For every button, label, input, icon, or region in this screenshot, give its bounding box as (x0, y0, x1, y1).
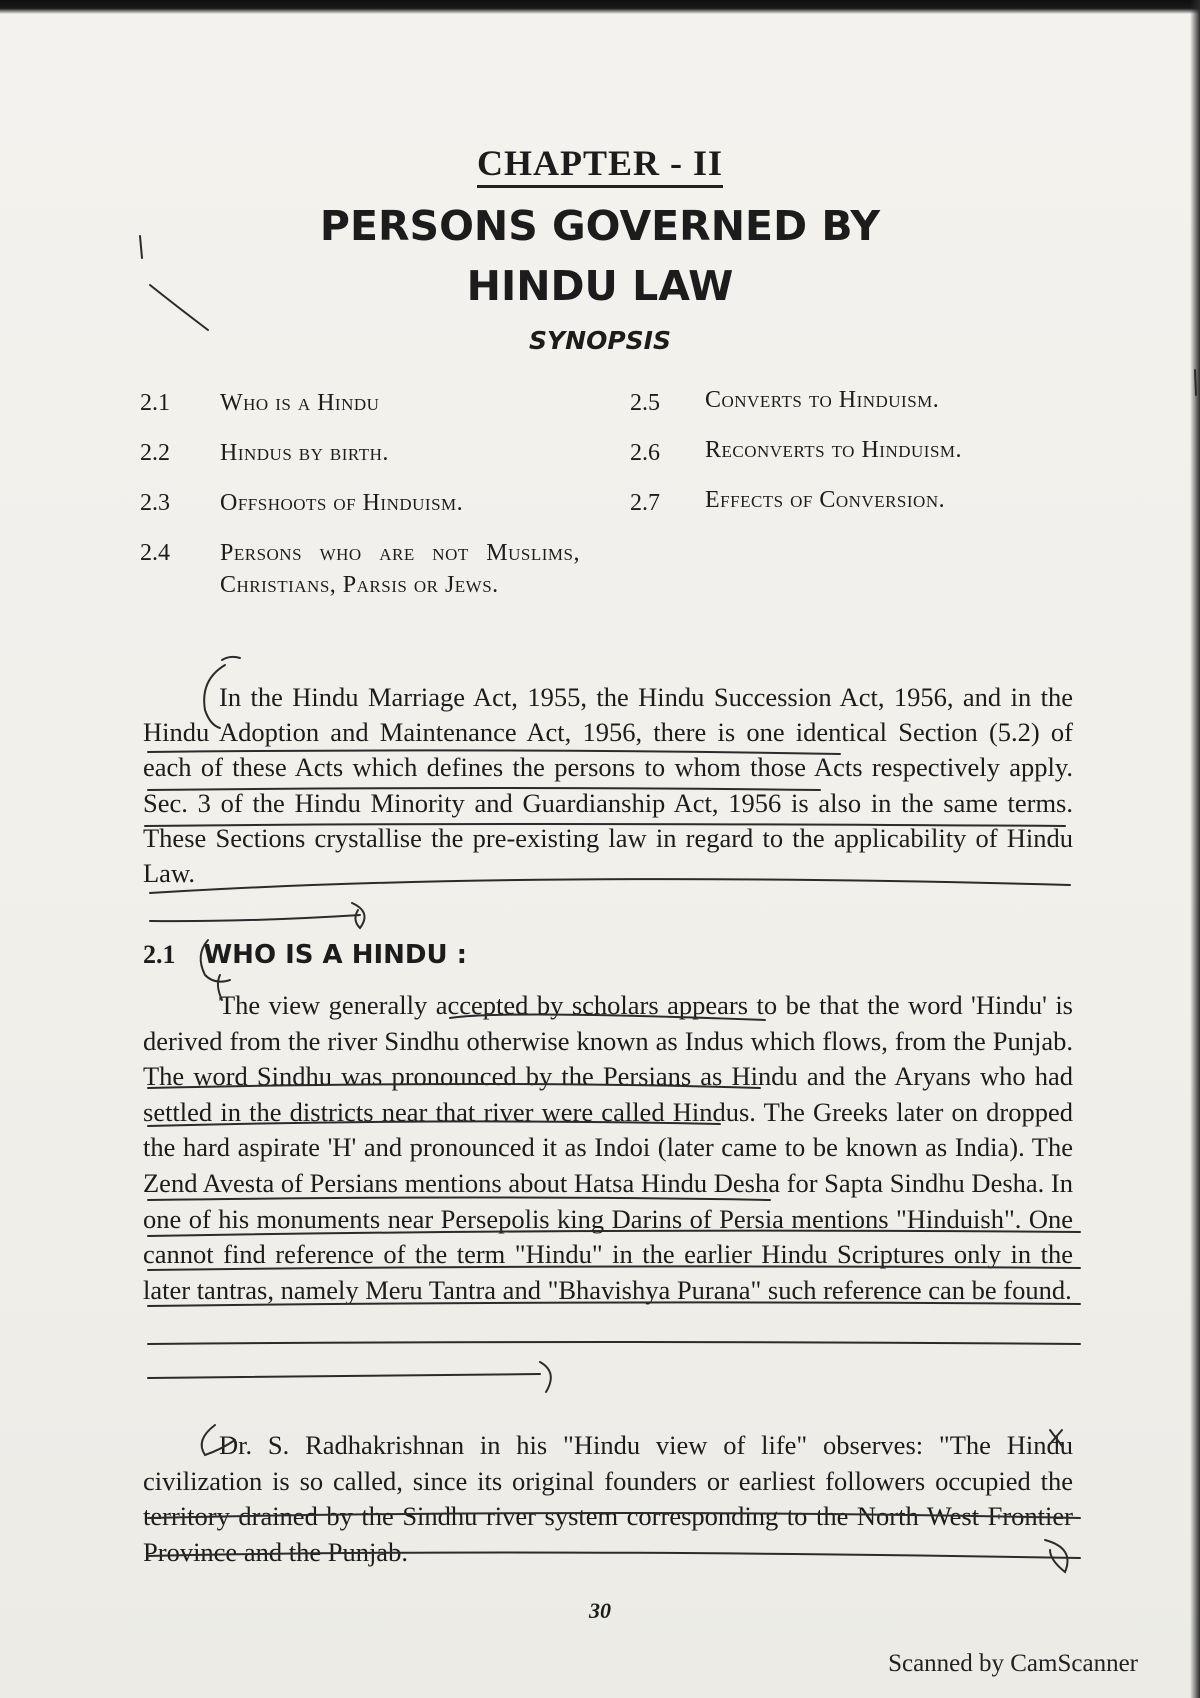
synopsis-num-2-6: 2.6 (630, 440, 660, 466)
section-heading-number: 2.1 (143, 940, 176, 969)
pen-close-p2 (540, 1362, 551, 1392)
pen-hook-intro (222, 657, 240, 660)
underline-intro-1 (148, 750, 840, 754)
underline-intro-4 (150, 879, 1070, 893)
underline-intro-5 (150, 915, 360, 921)
pen-bracket-intro (204, 665, 225, 728)
underline-p2-3 (148, 1121, 720, 1126)
synopsis-num-2-5: 2.5 (630, 390, 660, 416)
pen-close-p3 (1045, 1540, 1068, 1572)
underline-p3-1 (148, 1513, 1080, 1518)
section-heading-text: WHO IS A HINDU : (203, 940, 468, 970)
paragraph-2: The view generally accepted by scholars appears to be that the word 'Hindu' is derived from the river Sindhu otherwise known as Indus which flows, from the Punjab. The word Sindhu was pronounced by the Persians as Hindu and the Aryans who had settled in the districts near that river were called Hindus. The Greeks later on dropped the hard aspirate 'H' and pronounced it as Indoi (later came to be known as India). The Zend Avesta of Persians mentions about Hatsa Hindu Desha for Sapta Sindhu Desha. In one of his monuments near Persepolis king Darins of Persia mentions "Hinduish". One cannot find reference of the term "Hindu" in the earlier Hindu Scriptures only in the later tantras, namely Meru Tantra and "Bhavishya Purana" such reference can be found. (143, 990, 1073, 1305)
synopsis-num-2-3: 2.3 (140, 490, 170, 516)
page-number: 30 (589, 1598, 611, 1623)
synopsis-item-2-4: Persons who are not Muslims, Christians, Parsis or Jews. (220, 540, 580, 598)
synopsis-item-2-5: Converts to Hinduism. (705, 387, 940, 413)
synopsis-item-2-1: Who is a Hindu (220, 390, 380, 416)
pen-stroke-2 (150, 285, 208, 330)
synopsis-item-2-2: Hindus by birth. (220, 440, 389, 466)
chapter-title-line-2: HINDU LAW (466, 262, 734, 310)
synopsis-label: SYNOPSIS (529, 326, 671, 355)
chapter-title-line-1: PERSONS GOVERNED BY (319, 202, 881, 250)
underline-p2-1 (450, 1014, 765, 1020)
chapter-label: CHAPTER - II (0, 142, 1200, 184)
underline-p2-8 (148, 1342, 1080, 1344)
scanner-watermark: Scanned by CamScanner (888, 1650, 1138, 1677)
underline-p2-4 (148, 1198, 770, 1201)
pen-stroke-1 (140, 236, 142, 258)
underline-p3-2 (148, 1552, 1080, 1558)
paragraph-3: Dr. S. Radhakrishnan in his "Hindu view of life" observes: "The Hindu civilization is so called, since its original founders or earliest followers occupied the territory drained by the Sindhu river system corresponding to the North West Frontier Province and the Punjab. (143, 1430, 1073, 1567)
synopsis-item-2-6: Reconverts to Hinduism. (705, 437, 963, 463)
underline-p2-2 (148, 1084, 760, 1088)
pen-bracket-p3 (202, 1425, 235, 1455)
pen-edge-mark (1195, 370, 1196, 395)
synopsis-item-2-3: Offshoots of Hinduism. (220, 490, 464, 516)
synopsis-num-2-4: 2.4 (140, 540, 170, 566)
underline-intro-2 (148, 788, 820, 790)
underline-p2-5 (148, 1231, 1080, 1236)
synopsis-item-2-7: Effects of Conversion. (705, 487, 946, 513)
underline-p2-6 (148, 1266, 1080, 1270)
synopsis-num-2-7: 2.7 (630, 490, 660, 516)
synopsis-num-2-2: 2.2 (140, 440, 170, 466)
underline-p2-7 (148, 1302, 1080, 1306)
pen-hook-heading (218, 975, 222, 1000)
pen-cross-p3 (1050, 1430, 1062, 1446)
underline-p2-9 (148, 1374, 540, 1378)
synopsis-num-2-1: 2.1 (140, 390, 170, 416)
pen-bracket-heading (201, 940, 230, 982)
underline-intro-3 (145, 824, 1065, 826)
intro-paragraph: In the Hindu Marriage Act, 1955, the Hindu Succession Act, 1956, and in the Hindu Adoption and Maintenance Act, 1956, there is one identical Section (5.2) of each of these Acts which defines the persons to whom those Acts respectively apply. Sec. 3 of the Hindu Minority and Guardianship Act, 1956 is also in the same terms. These Sections crystallise the pre-existing law in regard to the applicability of Hindu Law. (143, 682, 1073, 889)
